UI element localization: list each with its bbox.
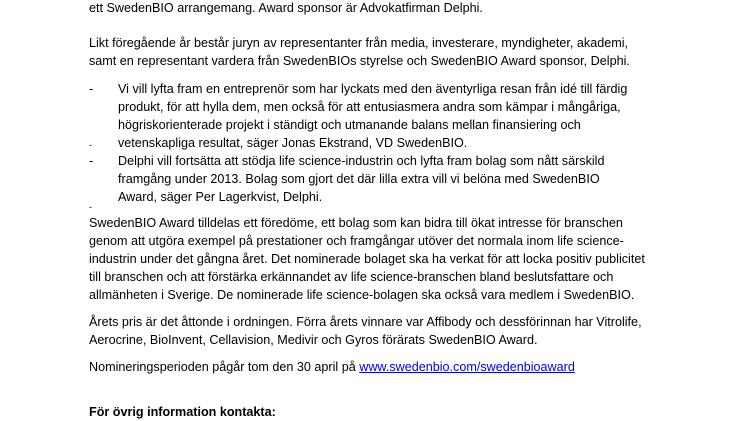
- text-line: vetenskapliga resultat, säger Jonas Ekstrand, VD SwedenBIO.: [118, 136, 468, 150]
- bullet-dash-empty: -: [89, 202, 92, 212]
- jury-paragraph: [89, 34, 739, 70]
- text-line: ett SwedenBIO arrangemang. Award sponsor är Advokatfirman Delphi.: [89, 1, 483, 15]
- quote-lagerkvist: [118, 152, 738, 206]
- contact-heading: För övrig information kontakta:: [89, 405, 276, 419]
- quote-ekstrand: [118, 80, 738, 152]
- text-line: genom att utgöra exempel på prestationer och framgångar utöver det normala inom life science-: [89, 234, 624, 248]
- bullet-dash-empty: -: [89, 140, 92, 150]
- text-line: högriskorienterade projekt i ständigt och utmanande balans mellan finansiering och: [118, 118, 581, 132]
- bullet-dash: -: [89, 154, 94, 168]
- text-line: Award, säger Per Lagerkvist, Delphi.: [118, 190, 323, 204]
- text-line: allmänheten i Sverige. De nominerade life science-bolagen ska också vara medlem i SwedenBIO.: [89, 288, 635, 302]
- text-line: Likt föregående år består juryn av representanter från media, investerare, myndigheter, akademi,: [89, 36, 629, 50]
- text-line: till branschen och att förstärka erkännandet av life science-branschen bland beslutsfattare och: [89, 270, 614, 284]
- text-line: Årets pris är det åttonde i ordningen. Förra årets vinnare var Affibody och dessförinnan har Vitrolife,: [89, 315, 642, 329]
- text-line: Vi vill lyfta fram en entreprenör som har lyckats med den äventyrliga resan från idé till färdig: [118, 82, 628, 96]
- text-line: industrin under det gångna året. Det nominerade bolaget ska ha verkat för att locka positiv publicitet: [89, 252, 645, 266]
- text-line: [89, 358, 739, 376]
- text-line: Delphi vill fortsätta att stödja life science-industrin och lyfta fram bolag som nått särskild: [118, 154, 605, 168]
- award-paragraph: [89, 214, 739, 304]
- bullet-dash: -: [89, 82, 94, 96]
- text-line: samt en representant vardera från SwedenBIOs styrelse och SwedenBIO Award sponsor, Delphi.: [89, 54, 630, 68]
- swedenbio-award-link[interactable]: www.swedenbio.com/swedenbioaward: [359, 360, 575, 374]
- text-line: framgång under 2013. Bolag som gjort det där lilla extra vill vi belöna med SwedenBIO: [118, 172, 600, 186]
- text-line: SwedenBIO Award tilldelas ett föredöme, ett bolag som kan bidra till ökat intresse för branschen: [89, 216, 623, 230]
- intro-paragraph: [89, 0, 739, 17]
- nomination-text: Nomineringsperioden pågår tom den 30 april på: [89, 360, 360, 374]
- text-line: Aerocrine, BioInvent, Cellavision, Medivir och Gyros förärats SwedenBIO Award.: [89, 333, 538, 347]
- text-line: produkt, för att hylla dem, men också för att entusiasmera andra som kämpar i mångåriga,: [118, 100, 621, 114]
- nomination-paragraph: [89, 358, 739, 376]
- history-paragraph: [89, 313, 739, 349]
